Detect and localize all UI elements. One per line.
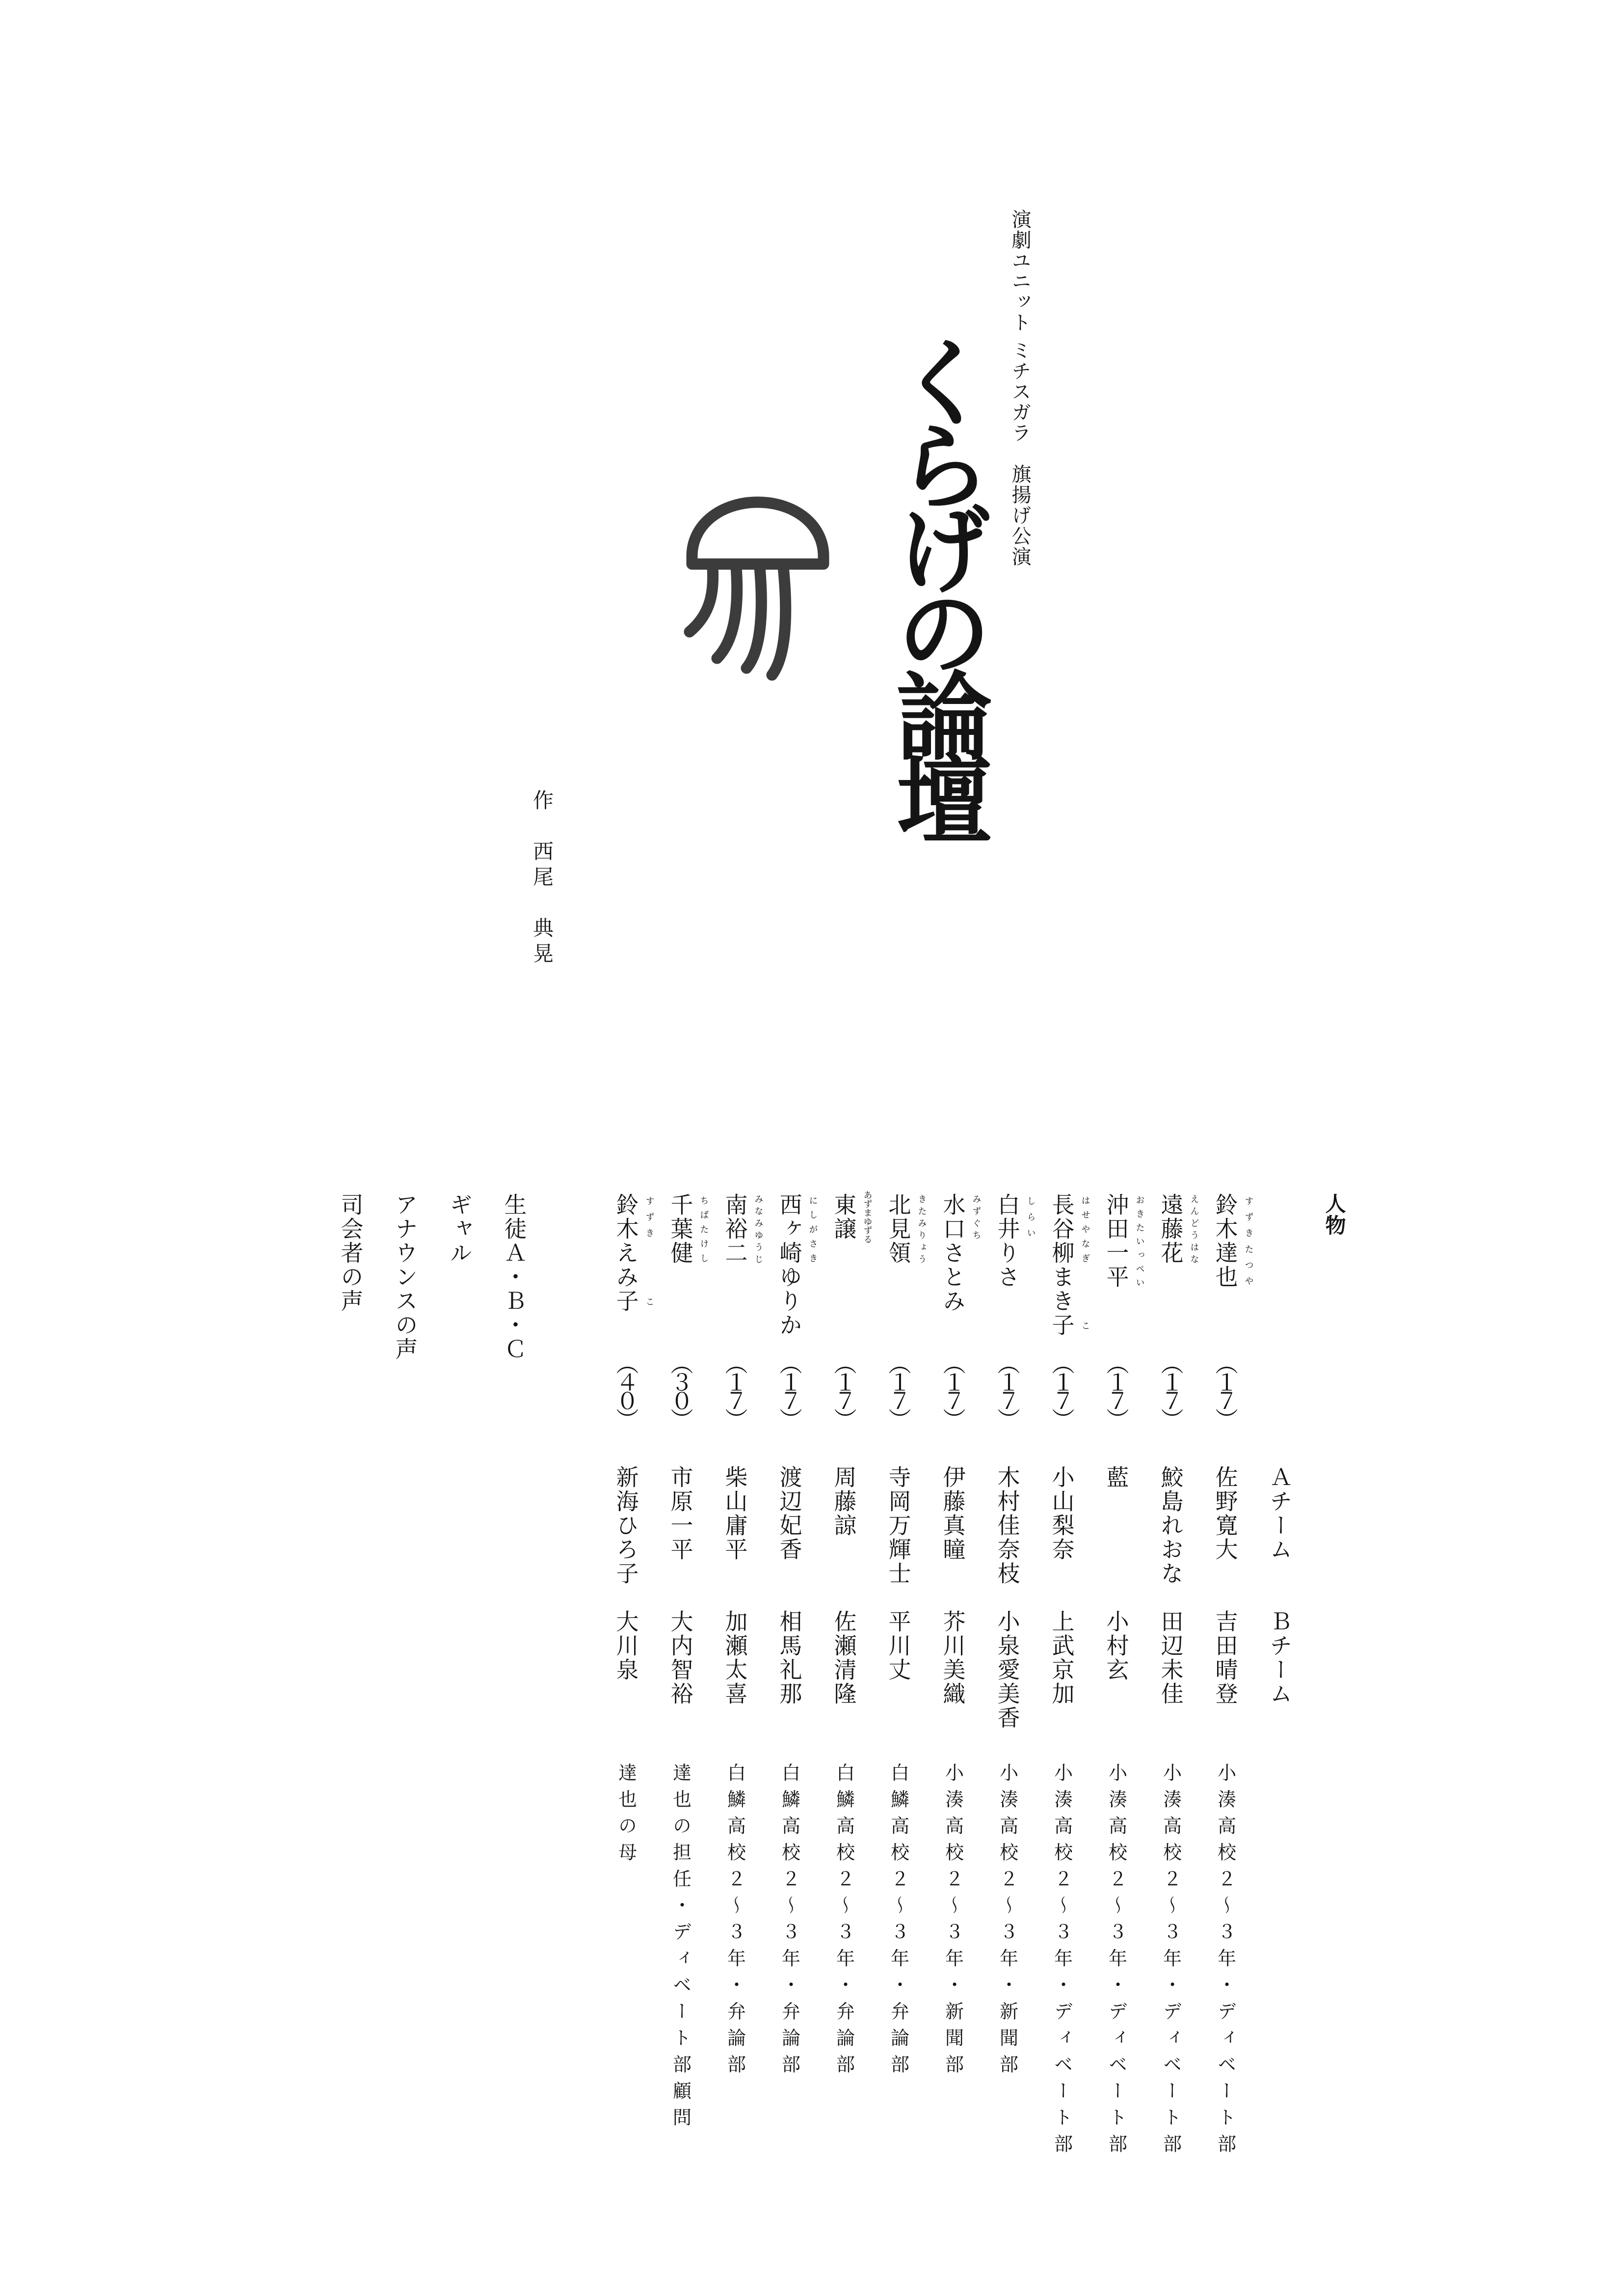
character-column bbox=[1198, 1193, 1252, 2199]
name-part: 西ヶ崎 bbox=[776, 1193, 803, 1265]
jellyfish-tentacle bbox=[746, 567, 761, 668]
name-part: 鈴木 bbox=[612, 1193, 639, 1241]
cast-spacer bbox=[541, 1193, 599, 2199]
character-column bbox=[980, 1193, 1035, 2199]
team-a-actor: 佐野寛大 bbox=[1212, 1465, 1239, 1562]
name-ruby: あずまゆずる bbox=[862, 1190, 873, 1243]
extra-role: 生徒Ａ・Ｂ・Ｃ bbox=[501, 1193, 528, 1361]
play-title: くらげの論壇 bbox=[880, 333, 992, 834]
character-column bbox=[1089, 1193, 1143, 2199]
character-description: 小湊高校２〜３年・新聞部 bbox=[942, 1763, 964, 2081]
character-column bbox=[599, 1193, 653, 2199]
team-header-column bbox=[1252, 1193, 1307, 2199]
character-age: （１７） bbox=[721, 1352, 748, 1427]
character-column bbox=[1143, 1193, 1198, 2199]
character-age: （１７） bbox=[776, 1352, 803, 1427]
extra-role-column bbox=[378, 1193, 432, 2199]
jellyfish-tentacle bbox=[690, 567, 713, 632]
name-ruby: しらい bbox=[1025, 1196, 1036, 1245]
character-description: 白鱗高校２〜３年・弁論部 bbox=[724, 1763, 746, 2081]
team-a-actor: 市原一平 bbox=[667, 1465, 694, 1562]
character-name bbox=[996, 1193, 1019, 1289]
name-part: 子 bbox=[1048, 1313, 1075, 1337]
team-a-actor: 木村佳奈枝 bbox=[994, 1465, 1021, 1586]
name-part: 東譲 bbox=[830, 1193, 857, 1241]
character-name bbox=[830, 1193, 857, 1241]
character-column bbox=[871, 1193, 926, 2199]
team-a-actor: 鮫島れおな bbox=[1157, 1465, 1184, 1586]
name-part: まき bbox=[1048, 1265, 1075, 1313]
character-age: （１７） bbox=[830, 1352, 857, 1427]
name-part: 南裕二 bbox=[721, 1193, 748, 1265]
character-age: （１７） bbox=[1157, 1352, 1184, 1427]
team-b-actor: 大内智裕 bbox=[667, 1610, 694, 1706]
character-column bbox=[653, 1193, 708, 2199]
team-a-actor: 伊藤真瞳 bbox=[939, 1465, 966, 1562]
character-age: （１７） bbox=[939, 1352, 966, 1427]
name-ruby: こ bbox=[1080, 1321, 1090, 1345]
team-a-header: Ａチーム bbox=[1266, 1465, 1293, 1562]
cast-heading: 人物 bbox=[1322, 1193, 1347, 1236]
character-description: 小湊高校２〜３年・ディベート部 bbox=[1051, 1763, 1073, 2161]
character-name bbox=[1048, 1193, 1075, 1337]
character-description: 達也の母 bbox=[615, 1763, 637, 1869]
character-description: 達也の担任・ディベート部顧問 bbox=[669, 1763, 691, 2134]
character-age: （４０） bbox=[612, 1352, 639, 1427]
team-b-actor: 田辺未佳 bbox=[1157, 1610, 1184, 1706]
character-name bbox=[721, 1193, 748, 1265]
character-name bbox=[939, 1193, 966, 1313]
name-part: 北見領 bbox=[885, 1193, 912, 1265]
cast-list bbox=[323, 1190, 1361, 2199]
extra-role: ギャル bbox=[446, 1193, 473, 1265]
character-age: （３０） bbox=[667, 1352, 694, 1427]
team-b-actor: 加瀬太喜 bbox=[721, 1610, 748, 1706]
jellyfish-tentacle bbox=[772, 567, 786, 675]
name-part: 白井 bbox=[994, 1193, 1021, 1241]
extra-role-column bbox=[487, 1193, 541, 2199]
character-description: 小湊高校２〜３年・ディベート部 bbox=[1105, 1763, 1127, 2161]
character-name bbox=[887, 1193, 910, 1265]
cast-heading-column bbox=[1307, 1193, 1361, 2199]
character-name bbox=[778, 1193, 801, 1337]
team-b-actor: 相馬礼那 bbox=[776, 1610, 803, 1706]
character-name bbox=[1214, 1193, 1237, 1289]
character-age: （１７） bbox=[1103, 1352, 1130, 1427]
character-age: （１７） bbox=[994, 1352, 1021, 1427]
name-ruby: にしがさき bbox=[807, 1195, 818, 1268]
character-name bbox=[612, 1193, 639, 1313]
jellyfish-tentacle bbox=[717, 567, 737, 658]
character-column bbox=[926, 1193, 980, 2199]
character-name bbox=[1157, 1193, 1184, 1265]
name-part: 長谷柳 bbox=[1048, 1193, 1075, 1265]
character-age: （１７） bbox=[885, 1352, 912, 1427]
name-part: りさ bbox=[994, 1241, 1021, 1289]
jellyfish-bell bbox=[692, 502, 824, 564]
name-ruby: えんどうはな bbox=[1189, 1194, 1199, 1267]
name-part: 水口 bbox=[939, 1193, 966, 1241]
team-b-header: Ｂチーム bbox=[1266, 1610, 1293, 1706]
team-a-actor: 周藤諒 bbox=[830, 1465, 857, 1538]
extra-role-column bbox=[323, 1193, 378, 2199]
name-part: 鈴木達也 bbox=[1212, 1193, 1239, 1289]
name-ruby: すずき bbox=[644, 1196, 655, 1245]
character-age: （１７） bbox=[1212, 1352, 1239, 1427]
team-a-actor: 柴山庸平 bbox=[721, 1465, 748, 1562]
name-ruby: はせやなぎ bbox=[1080, 1195, 1090, 1268]
team-a-actor: 新海ひろ子 bbox=[612, 1465, 639, 1586]
character-description: 小湊高校２〜３年・ディベート部 bbox=[1160, 1763, 1182, 2161]
team-b-actor: 小泉愛美香 bbox=[994, 1610, 1021, 1730]
name-ruby: すずきたつや bbox=[1243, 1196, 1254, 1293]
character-name bbox=[1105, 1193, 1128, 1289]
troupe-line: 演劇ユニット ミチスガラ 旗揚げ公演 bbox=[1009, 209, 1031, 567]
extra-role: 司会者の声 bbox=[337, 1193, 364, 1313]
character-column bbox=[817, 1190, 873, 2199]
name-ruby: みずぐち bbox=[971, 1194, 982, 1243]
extra-role: アナウンスの声 bbox=[392, 1193, 419, 1361]
character-description: 白鱗高校２〜３年・弁論部 bbox=[778, 1763, 800, 2081]
name-part: 沖田一平 bbox=[1103, 1193, 1130, 1289]
name-part: 遠藤花 bbox=[1157, 1193, 1184, 1265]
team-a-actor: 渡辺妃香 bbox=[776, 1465, 803, 1562]
team-b-actor: 平川丈 bbox=[885, 1610, 912, 1682]
team-b-actor: 小村玄 bbox=[1103, 1610, 1130, 1682]
name-part: ゆりか bbox=[776, 1265, 803, 1337]
team-a-actor: 寺岡万輝士 bbox=[885, 1465, 912, 1586]
team-b-actor: 吉田晴登 bbox=[1212, 1610, 1239, 1706]
team-b-actor: 大川泉 bbox=[612, 1610, 639, 1682]
name-ruby: きたみりょう bbox=[916, 1194, 927, 1267]
character-column bbox=[762, 1193, 817, 2199]
name-ruby: ちばたけし bbox=[698, 1195, 709, 1268]
character-column bbox=[1035, 1193, 1089, 2199]
character-description: 白鱗高校２〜３年・弁論部 bbox=[887, 1763, 909, 2081]
jellyfish-icon bbox=[682, 493, 834, 687]
team-b-actor: 芥川美織 bbox=[939, 1610, 966, 1706]
character-age: （１７） bbox=[1048, 1352, 1075, 1427]
character-name bbox=[669, 1193, 692, 1265]
author-line: 作 西尾 典晃 bbox=[530, 789, 554, 968]
name-ruby: みなみゆうじ bbox=[753, 1194, 764, 1267]
extra-role-column bbox=[432, 1193, 487, 2199]
team-b-actor: 佐瀬清隆 bbox=[830, 1610, 857, 1706]
character-description: 小湊高校２〜３年・ディベート部 bbox=[1214, 1763, 1236, 2161]
character-description: 白鱗高校２〜３年・弁論部 bbox=[833, 1763, 855, 2081]
name-ruby: こ bbox=[644, 1297, 655, 1321]
character-column bbox=[708, 1193, 762, 2199]
name-ruby: おきたいっぺい bbox=[1134, 1195, 1145, 1292]
character-description: 小湊高校２〜３年・新聞部 bbox=[996, 1763, 1018, 2081]
name-part: さとみ bbox=[939, 1241, 966, 1313]
team-a-actor: 小山梨奈 bbox=[1048, 1465, 1075, 1562]
team-b-actor: 上武京加 bbox=[1048, 1610, 1075, 1706]
name-part: 子 bbox=[612, 1289, 639, 1313]
team-a-actor: 藍 bbox=[1103, 1465, 1130, 1489]
name-part: 千葉健 bbox=[667, 1193, 694, 1265]
name-part: えみ bbox=[612, 1241, 639, 1289]
